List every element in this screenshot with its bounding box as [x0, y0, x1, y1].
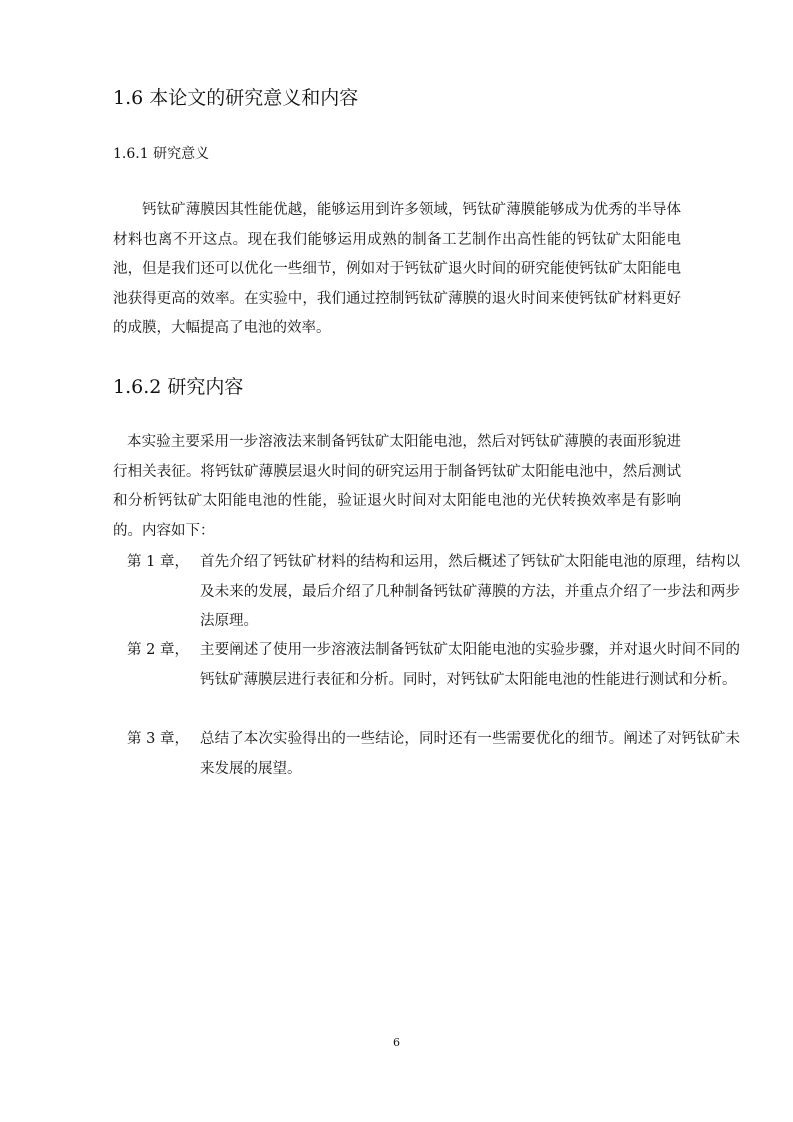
chapter-label: 第 2 章， — [127, 642, 189, 658]
significance-paragraph: 钙钛矿薄膜因其性能优越，能够运用到许多领域，钙钛矿薄膜能够成为优秀的半导体材料也离不开这点。现在我们能够运用成熟的制备工艺制作出高性能的钙钛矿太阳能电池，但是我们还可以优化一些细节，例如对于钙钛矿退火时间的研究能使钙钛矿太阳能电池获得更高的效率。在实验中，我们通过控制钙钛矿薄膜的退火时间来使钙钛矿材料更好的成膜，大幅提高了电池的效率。 — [113, 202, 681, 336]
chapter-description: 主要阐述了使用一步溶液法制备钙钛矿太阳能电池的实验步骤，并对退火时间不同的钙钛矿薄膜层进行表征和分析。同时，对钙钛矿太阳能电池的性能进行测试和分析。 — [200, 642, 740, 688]
chapter-item-1 — [127, 548, 742, 637]
chapter-label: 第 3 章， — [127, 731, 189, 747]
section-heading: 1.6 本论文的研究意义和内容 — [113, 87, 359, 109]
chapter-label: 第 1 章， — [127, 554, 189, 570]
chapter-item-2 — [127, 636, 742, 695]
subsection-heading-content: 1.6.2 研究内容 — [113, 376, 244, 398]
chapter-item-3 — [127, 725, 742, 784]
chapter-description: 首先介绍了钙钛矿材料的结构和运用，然后概述了钙钛矿太阳能电池的原理，结构以及未来的发展，最后介绍了几种制备钙钛矿薄膜的方法，并重点介绍了一步法和两步法原理。 — [200, 554, 740, 629]
subsection-heading-significance: 1.6.1 研究意义 — [113, 146, 210, 162]
content-paragraph: 本实验主要采用一步溶液法来制备钙钛矿太阳能电池，然后对钙钛矿薄膜的表面形貌进行相关表征。将钙钛矿薄膜层退火时间的研究运用于制备钙钛矿太阳能电池中，然后测试和分析钙钛矿太阳能电池的性能，验证退火时间对太阳能电池的光伏转换效率是有影响的。内容如下： — [113, 434, 681, 539]
page-number: 6 — [393, 1036, 400, 1049]
chapter-description: 总结了本次实验得出的一些结论，同时还有一些需要优化的细节。阐述了对钙钛矿未来发展的展望。 — [200, 731, 740, 777]
